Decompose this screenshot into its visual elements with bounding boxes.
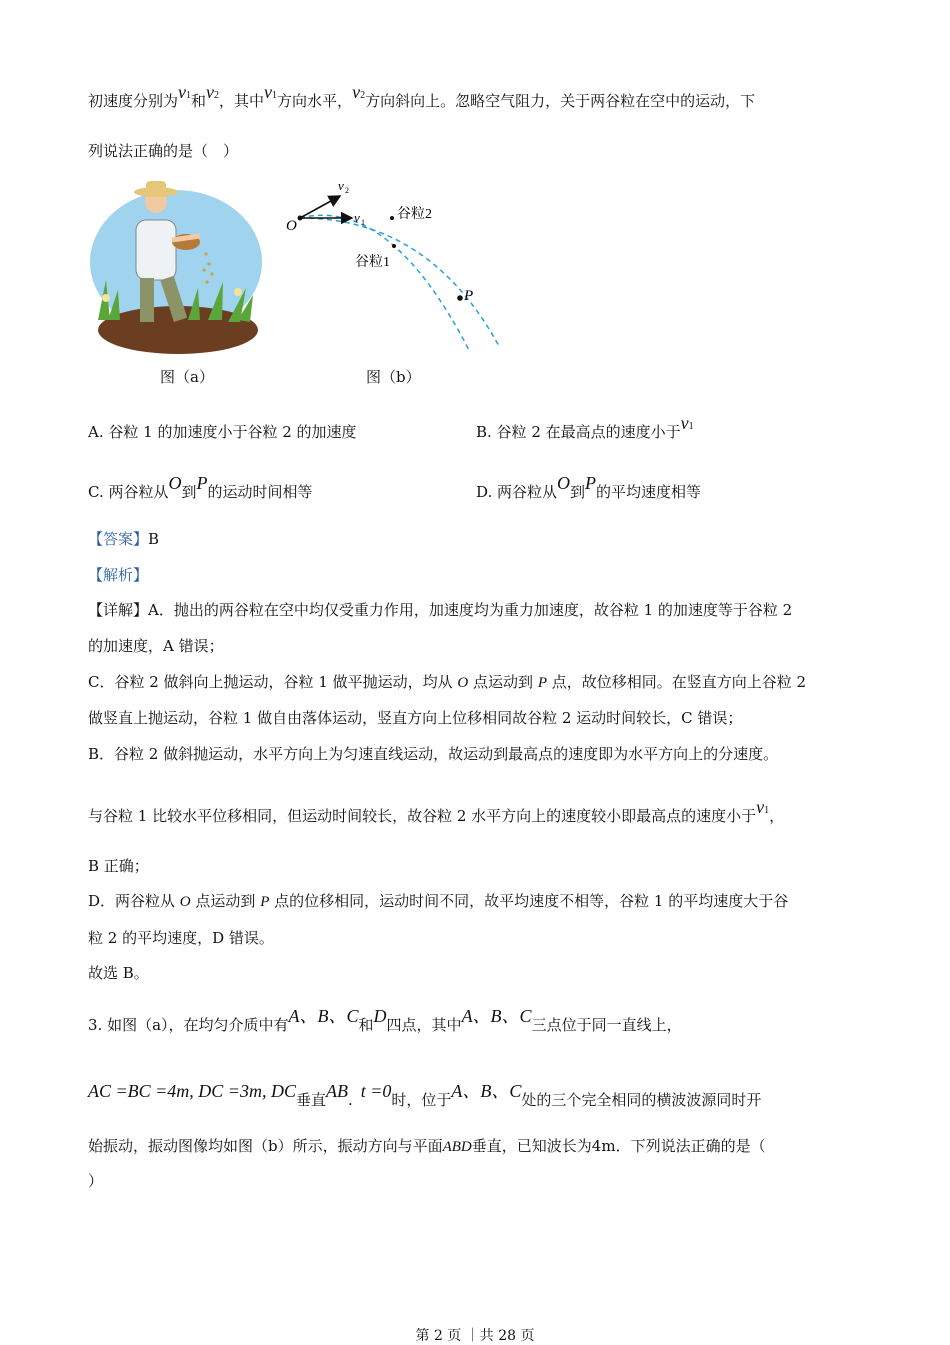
explanation-text: 与谷粒 1 比较水平位移相同，但运动时间较长，故谷粒 2 水平方向上的速度较小即最高点的速度小于	[88, 807, 757, 825]
label-v2-sub: 2	[345, 186, 349, 195]
v1-symbol	[756, 797, 769, 817]
option-d-text: D. 两谷粒从	[476, 483, 558, 501]
trajectory-grain-2	[300, 215, 470, 352]
q3-text: ．下列说法正确的是（	[615, 1137, 766, 1155]
explanation-text: 点，故位移相同。在竖直方向上谷粒 2	[546, 673, 807, 691]
v2-letter: v	[352, 82, 361, 102]
option-c	[88, 473, 313, 502]
option-c-text: 到	[181, 483, 197, 501]
answer-line	[88, 528, 159, 549]
symbol-O: O	[457, 675, 469, 691]
q3-text: 三点位于同一直线上，	[531, 1016, 682, 1034]
v1-symbol	[264, 82, 277, 102]
q3-text: 垂直，已知波长为	[471, 1137, 592, 1155]
symbol-P: P	[537, 675, 547, 691]
explanation-line: 的加速度，A 错误；	[88, 637, 224, 655]
and-text: 和	[191, 92, 207, 110]
v1-symbol	[178, 82, 191, 102]
explanation-line	[88, 797, 785, 826]
explanation-text: 点的位移相同，运动时间不同，故平均速度不相等，谷粒 1 的平均速度大于谷	[269, 892, 789, 910]
v1-letter: v	[178, 82, 187, 102]
symbol-P: P	[585, 473, 597, 493]
q3-equation: AC =BC =4m, DC =3m, DC	[88, 1081, 296, 1101]
question-text: 方向水平，	[277, 92, 353, 110]
symbol-P: P	[196, 473, 208, 493]
v2-symbol	[352, 82, 365, 102]
figure-a-illustration	[88, 170, 268, 358]
v1-sub: 1	[272, 90, 278, 101]
option-c-text: 的运动时间相等	[207, 483, 313, 501]
q3-ab: AB	[325, 1081, 348, 1101]
q3-point-d: D	[373, 1006, 387, 1026]
figure-b-diagram	[280, 172, 510, 354]
v1-sub: 1	[764, 805, 770, 816]
explanation-text: 点运动到	[190, 892, 261, 910]
symbol-O: O	[168, 473, 182, 493]
answer-tag: 【答案】	[88, 530, 149, 548]
grain-1-dot	[392, 244, 396, 248]
v1-letter: v	[680, 413, 689, 433]
analysis-tag: 【解析】	[88, 566, 149, 584]
q3-abd: ABD	[442, 1139, 472, 1155]
question-text: 方向斜向上。忽略空气阻力，关于两谷粒在空中的运动，下	[365, 92, 756, 110]
question-line-2: 列说法正确的是（ ）	[88, 142, 239, 160]
q3-line-2	[88, 1081, 762, 1111]
label-O: O	[286, 218, 297, 234]
figure-b-caption: 图（b）	[366, 368, 421, 386]
point-O	[298, 216, 303, 221]
q3-text: 始振动，振动图像均如图（b）所示，振动方向与平面	[88, 1137, 443, 1155]
explanation-text: D．两谷粒从	[88, 892, 180, 910]
explanation-line: 粒 2 的平均速度，D 错误。	[88, 929, 274, 947]
explanation-text: 点运动到	[468, 673, 538, 691]
option-c-text: C. 两谷粒从	[88, 483, 169, 501]
q3-line-4: ）	[88, 1172, 104, 1190]
q3-line-1	[88, 1006, 682, 1036]
flower-icon	[234, 288, 242, 296]
point-P	[457, 295, 463, 301]
explanation-line: 故选 B。	[88, 964, 149, 982]
explanation-line	[88, 890, 788, 911]
question-line-1	[88, 82, 756, 111]
option-a: A. 谷粒 1 的加速度小于谷粒 2 的加速度	[88, 423, 357, 441]
option-d-text: 到	[570, 483, 586, 501]
answer-value: B	[148, 530, 160, 548]
q3-wavelength: 4m	[591, 1137, 616, 1155]
explanation-line: B 正确；	[88, 857, 149, 875]
v1-letter: v	[264, 82, 273, 102]
question-text: ，其中	[219, 92, 265, 110]
q3-points: A、B、C	[461, 1006, 532, 1026]
explanation-line: 【详解】A．抛出的两谷粒在空中均仅受重力作用，加速度均为重力加速度，故谷粒 1 的加速度等于谷粒 2	[88, 601, 793, 619]
q3-text: 垂直	[295, 1091, 326, 1109]
option-d-text: 的平均速度相等	[596, 483, 702, 501]
v2-symbol	[206, 82, 219, 102]
v1-sub: 1	[186, 90, 192, 101]
v2-letter: v	[206, 82, 215, 102]
v1-letter: v	[756, 797, 765, 817]
v1-sub: 1	[688, 421, 694, 432]
q3-text: .	[347, 1091, 353, 1109]
label-P: P	[464, 288, 474, 304]
q3-text: 时，位于	[391, 1091, 452, 1109]
explanation-line	[88, 671, 806, 692]
explanation-line: 做竖直上抛运动，谷粒 1 做自由落体运动，竖直方向上位移相同故谷粒 2 运动时间较长，C 错误；	[88, 709, 743, 727]
q3-text: 3. 如图（a），在均匀介质中有	[88, 1016, 289, 1034]
v2-sub: 2	[214, 90, 220, 101]
symbol-O: O	[557, 473, 571, 493]
explanation-text: ，	[769, 807, 785, 825]
q3-text: 处的三个完全相同的横波波源同时开	[521, 1091, 762, 1109]
option-b-text: B. 谷粒 2 在最高点的速度小于	[476, 423, 681, 441]
question-text: 初速度分别为	[88, 92, 179, 110]
explanation-line: B．谷粒 2 做斜抛运动，水平方向上为匀速直线运动，故运动到最高点的速度即为水平方向上的分速度。	[88, 745, 779, 763]
label-v2: v	[338, 178, 344, 193]
page-footer: 第 2 页 ｜共 28 页	[415, 1328, 535, 1344]
flower-icon	[102, 294, 110, 302]
v2-sub: 2	[360, 90, 366, 101]
option-b	[476, 413, 694, 442]
option-d	[476, 473, 702, 502]
label-grain-2: 谷粒2	[397, 207, 432, 222]
grain-2-dot	[390, 216, 394, 220]
symbol-O: O	[179, 894, 191, 910]
trajectory-grain-1	[300, 218, 500, 348]
label-v1: v	[354, 210, 360, 225]
figure-a-caption: 图（a）	[160, 368, 214, 386]
q3-text: 四点，其中	[386, 1016, 462, 1034]
label-grain-1: 谷粒1	[355, 255, 390, 270]
explanation-text: C．谷粒 2 做斜向上抛运动，谷粒 1 做平抛运动，均从	[88, 673, 458, 691]
q3-points: A、B、C	[451, 1081, 522, 1101]
label-v1-sub: 1	[361, 218, 365, 227]
q3-text: 和	[358, 1016, 374, 1034]
q3-time: t =0	[360, 1081, 392, 1101]
q3-line-3	[88, 1135, 766, 1156]
symbol-P: P	[260, 894, 270, 910]
q3-points: A、B、C	[288, 1006, 359, 1026]
v1-symbol	[681, 413, 694, 433]
